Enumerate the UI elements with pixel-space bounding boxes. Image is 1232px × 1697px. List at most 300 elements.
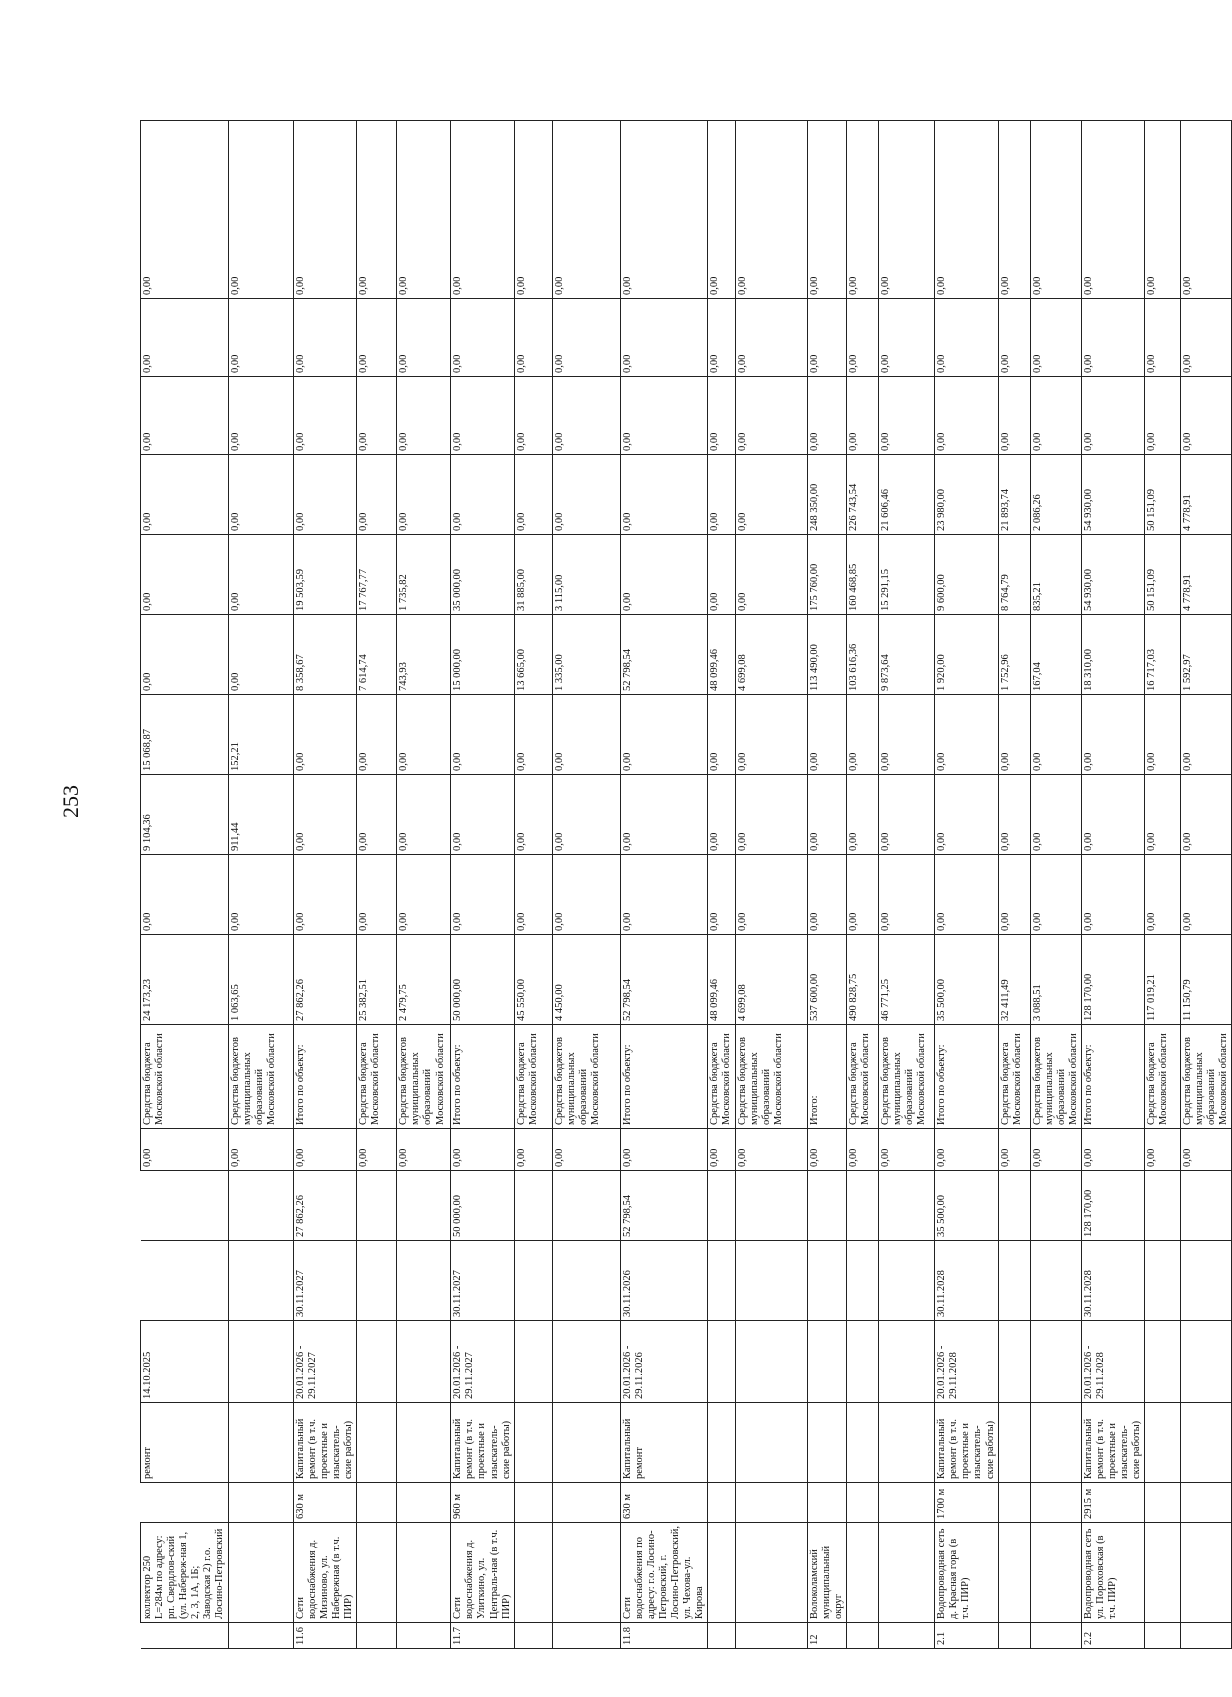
commission-date bbox=[552, 1241, 620, 1321]
amount-cell: 1 063,65 bbox=[229, 935, 294, 1025]
amount-cell: 0,00 bbox=[1030, 299, 1081, 377]
object-name bbox=[514, 1523, 552, 1623]
amount-cell: 0,00 bbox=[998, 121, 1030, 299]
object-name bbox=[708, 1523, 736, 1623]
amount-cell: 0,00 bbox=[879, 775, 935, 855]
row-number bbox=[736, 1623, 808, 1649]
amount-cell: 0,00 bbox=[1081, 299, 1144, 377]
amount-cell: 2 479,75 bbox=[397, 935, 451, 1025]
work-type bbox=[736, 1403, 808, 1483]
object-name bbox=[1145, 1523, 1181, 1623]
capacity bbox=[998, 1483, 1030, 1523]
commission-date bbox=[736, 1241, 808, 1321]
amount-cell: 117 019,21 bbox=[1145, 935, 1181, 1025]
amount-cell: 537 600,00 bbox=[808, 935, 847, 1025]
commission-date bbox=[847, 1241, 879, 1321]
amount-cell: 0,00 bbox=[141, 535, 229, 615]
capacity bbox=[847, 1483, 879, 1523]
amount-cell: 4 450,00 bbox=[552, 935, 620, 1025]
amount-cell: 0,00 bbox=[620, 535, 707, 615]
cost-limit: 27 862,26 bbox=[294, 1171, 357, 1241]
amount-cell: 0,00 bbox=[935, 299, 998, 377]
amount-cell: 0,00 bbox=[229, 615, 294, 695]
commission-date: 30.11.2028 bbox=[935, 1241, 998, 1321]
amount-cell: 0,00 bbox=[1181, 775, 1232, 855]
work-dates bbox=[552, 1321, 620, 1403]
work-dates bbox=[397, 1321, 451, 1403]
work-type bbox=[514, 1403, 552, 1483]
amount-cell: 0,00 bbox=[998, 377, 1030, 455]
table-row bbox=[935, 121, 998, 1649]
work-type bbox=[847, 1403, 879, 1483]
amount-cell: 0,00 bbox=[294, 775, 357, 855]
funding-source: Средства бюджетов муниципальных образований Московской области bbox=[397, 1025, 451, 1129]
amount-cell: 0,00 bbox=[1145, 855, 1181, 935]
amount-cell: 0,00 bbox=[736, 455, 808, 535]
amount-cell: 0,00 bbox=[708, 775, 736, 855]
amount-cell: 0,00 bbox=[847, 775, 879, 855]
amount-cell: 9 600,00 bbox=[935, 535, 998, 615]
amount-cell: 160 468,85 bbox=[847, 535, 879, 615]
amount-cell: 32 411,49 bbox=[998, 935, 1030, 1025]
amount-cell: 0,00 bbox=[879, 377, 935, 455]
commission-date: 30.11.2028 bbox=[1081, 1241, 1144, 1321]
cost-limit: 128 170,00 bbox=[1081, 1171, 1144, 1241]
amount-cell: 911,44 bbox=[229, 775, 294, 855]
funded-amount: 0,00 bbox=[1081, 1129, 1144, 1171]
amount-cell: 0,00 bbox=[935, 775, 998, 855]
amount-cell: 4 699,08 bbox=[736, 935, 808, 1025]
commission-date bbox=[808, 1241, 847, 1321]
cost-limit bbox=[808, 1171, 847, 1241]
object-name: Сети водоснабжения д. Мизиново, ул. Набережная (в т.ч. ПИР) bbox=[294, 1523, 357, 1623]
amount-cell: 0,00 bbox=[397, 377, 451, 455]
amount-cell: 167,04 bbox=[1030, 615, 1081, 695]
funding-source: Средства бюджета Московской области bbox=[998, 1025, 1030, 1129]
object-name bbox=[879, 1523, 935, 1623]
table-row bbox=[847, 121, 879, 1649]
table-row bbox=[357, 121, 397, 1649]
cost-limit bbox=[879, 1171, 935, 1241]
commission-date bbox=[1145, 1241, 1181, 1321]
table-row bbox=[514, 121, 552, 1649]
funding-source: Средства бюджета Московской области bbox=[708, 1025, 736, 1129]
table-row bbox=[294, 121, 357, 1649]
amount-cell: 0,00 bbox=[935, 855, 998, 935]
amount-cell: 175 760,00 bbox=[808, 535, 847, 615]
amount-cell: 0,00 bbox=[620, 775, 707, 855]
amount-cell: 7 614,74 bbox=[357, 615, 397, 695]
amount-cell: 0,00 bbox=[294, 377, 357, 455]
row-number: 2.2 bbox=[1081, 1623, 1144, 1649]
amount-cell: 0,00 bbox=[514, 855, 552, 935]
amount-cell: 0,00 bbox=[357, 455, 397, 535]
amount-cell: 0,00 bbox=[357, 855, 397, 935]
row-number bbox=[708, 1623, 736, 1649]
funded-amount: 0,00 bbox=[451, 1129, 514, 1171]
object-name bbox=[397, 1523, 451, 1623]
row-number bbox=[1030, 1623, 1081, 1649]
funding-source: Средства бюджета Московской области bbox=[847, 1025, 879, 1129]
amount-cell: 0,00 bbox=[708, 855, 736, 935]
amount-cell: 0,00 bbox=[736, 695, 808, 775]
amount-cell: 0,00 bbox=[935, 121, 998, 299]
amount-cell: 48 099,46 bbox=[708, 935, 736, 1025]
object-name: Водопроводная сеть ул. Пороховская (в т.ч. ПИР) bbox=[1081, 1523, 1144, 1623]
cost-limit bbox=[514, 1171, 552, 1241]
work-dates bbox=[1145, 1321, 1181, 1403]
funded-amount: 0,00 bbox=[808, 1129, 847, 1171]
object-name bbox=[229, 1523, 294, 1623]
funded-amount: 0,00 bbox=[620, 1129, 707, 1171]
amount-cell: 0,00 bbox=[141, 299, 229, 377]
amount-cell: 13 665,00 bbox=[514, 615, 552, 695]
work-type bbox=[552, 1403, 620, 1483]
row-number bbox=[847, 1623, 879, 1649]
amount-cell: 0,00 bbox=[552, 377, 620, 455]
amount-cell: 0,00 bbox=[998, 775, 1030, 855]
row-number bbox=[141, 1623, 229, 1649]
work-type bbox=[1030, 1403, 1081, 1483]
amount-cell: 0,00 bbox=[847, 121, 879, 299]
amount-cell: 0,00 bbox=[1030, 377, 1081, 455]
amount-cell: 128 170,00 bbox=[1081, 935, 1144, 1025]
amount-cell: 0,00 bbox=[935, 377, 998, 455]
work-dates bbox=[736, 1321, 808, 1403]
amount-cell: 17 767,77 bbox=[357, 535, 397, 615]
amount-cell: 0,00 bbox=[552, 121, 620, 299]
amount-cell: 0,00 bbox=[736, 121, 808, 299]
amount-cell: 0,00 bbox=[808, 377, 847, 455]
work-type: Капитальный ремонт (в т.ч. проектные и изыскатель-ские работы) bbox=[935, 1403, 998, 1483]
work-type: Капитальный ремонт (в т.ч. проектные и изыскатель-ские работы) bbox=[1081, 1403, 1144, 1483]
amount-cell: 1 920,00 bbox=[935, 615, 998, 695]
object-name bbox=[1030, 1523, 1081, 1623]
amount-cell: 21 606,46 bbox=[879, 455, 935, 535]
amount-cell: 0,00 bbox=[397, 121, 451, 299]
page-number: 253 bbox=[58, 785, 83, 818]
funding-source: Итого по объекту: bbox=[620, 1025, 707, 1129]
amount-cell: 0,00 bbox=[935, 695, 998, 775]
amount-cell: 0,00 bbox=[1081, 775, 1144, 855]
amount-cell: 0,00 bbox=[808, 775, 847, 855]
cost-limit: 50 000,00 bbox=[451, 1171, 514, 1241]
amount-cell: 0,00 bbox=[451, 377, 514, 455]
amount-cell: 50 151,09 bbox=[1145, 455, 1181, 535]
amount-cell: 0,00 bbox=[620, 695, 707, 775]
amount-cell: 0,00 bbox=[514, 377, 552, 455]
object-name: Волоколамский муниципальный округ bbox=[808, 1523, 847, 1623]
cost-limit bbox=[229, 1171, 294, 1241]
funded-amount: 0,00 bbox=[998, 1129, 1030, 1171]
amount-cell: 0,00 bbox=[1181, 855, 1232, 935]
capacity: 960 м bbox=[451, 1483, 514, 1523]
amount-cell: 0,00 bbox=[736, 535, 808, 615]
commission-date: 30.11.2027 bbox=[451, 1241, 514, 1321]
object-name bbox=[357, 1523, 397, 1623]
cost-limit bbox=[998, 1171, 1030, 1241]
funded-amount: 0,00 bbox=[847, 1129, 879, 1171]
amount-cell: 0,00 bbox=[708, 121, 736, 299]
object-name bbox=[552, 1523, 620, 1623]
work-dates bbox=[879, 1321, 935, 1403]
amount-cell: 0,00 bbox=[141, 121, 229, 299]
amount-cell: 0,00 bbox=[514, 695, 552, 775]
cost-limit bbox=[141, 1171, 229, 1241]
cost-limit bbox=[708, 1171, 736, 1241]
amount-cell: 15 068,87 bbox=[141, 695, 229, 775]
cost-limit: 35 500,00 bbox=[935, 1171, 998, 1241]
amount-cell: 490 828,75 bbox=[847, 935, 879, 1025]
amount-cell: 0,00 bbox=[736, 377, 808, 455]
work-dates bbox=[229, 1321, 294, 1403]
amount-cell: 0,00 bbox=[620, 377, 707, 455]
amount-cell: 0,00 bbox=[1145, 695, 1181, 775]
amount-cell: 0,00 bbox=[708, 695, 736, 775]
amount-cell: 226 743,54 bbox=[847, 455, 879, 535]
amount-cell: 0,00 bbox=[451, 855, 514, 935]
amount-cell: 0,00 bbox=[1181, 299, 1232, 377]
funding-source: Итого по объекту: bbox=[935, 1025, 998, 1129]
funded-amount: 0,00 bbox=[552, 1129, 620, 1171]
amount-cell: 0,00 bbox=[1081, 121, 1144, 299]
amount-cell: 0,00 bbox=[1081, 855, 1144, 935]
funded-amount: 0,00 bbox=[141, 1129, 229, 1171]
amount-cell: 1 752,96 bbox=[998, 615, 1030, 695]
work-type: ремонт bbox=[141, 1403, 229, 1483]
table-row bbox=[552, 121, 620, 1649]
funded-amount: 0,00 bbox=[935, 1129, 998, 1171]
amount-cell: 0,00 bbox=[552, 775, 620, 855]
object-name bbox=[736, 1523, 808, 1623]
capacity bbox=[552, 1483, 620, 1523]
amount-cell: 0,00 bbox=[357, 121, 397, 299]
work-type: Капитальный ремонт (в т.ч. проектные и изыскатель-ские работы) bbox=[451, 1403, 514, 1483]
amount-cell: 35 500,00 bbox=[935, 935, 998, 1025]
funded-amount: 0,00 bbox=[514, 1129, 552, 1171]
object-name: Сети водоснабжения по адресу: г.о. Лосино-Петровский, г. Лосино-Петровский, ул. Чехова-ул. Кирова bbox=[620, 1523, 707, 1623]
amount-cell: 835,21 bbox=[1030, 535, 1081, 615]
amount-cell: 113 490,00 bbox=[808, 615, 847, 695]
commission-date bbox=[357, 1241, 397, 1321]
table-row bbox=[1145, 121, 1181, 1649]
funding-source: Итого по объекту: bbox=[294, 1025, 357, 1129]
budget-table bbox=[140, 120, 1232, 1649]
amount-cell: 0,00 bbox=[397, 299, 451, 377]
table-row bbox=[1081, 121, 1144, 1649]
cost-limit bbox=[1030, 1171, 1081, 1241]
object-name bbox=[998, 1523, 1030, 1623]
funding-source: Средства бюджета Московской области bbox=[514, 1025, 552, 1129]
amount-cell: 8 764,79 bbox=[998, 535, 1030, 615]
amount-cell: 0,00 bbox=[708, 455, 736, 535]
amount-cell: 0,00 bbox=[1145, 377, 1181, 455]
amount-cell: 0,00 bbox=[514, 121, 552, 299]
work-dates bbox=[808, 1321, 847, 1403]
amount-cell: 16 717,03 bbox=[1145, 615, 1181, 695]
commission-date bbox=[1030, 1241, 1081, 1321]
amount-cell: 0,00 bbox=[397, 775, 451, 855]
amount-cell: 0,00 bbox=[879, 855, 935, 935]
funding-source: Итого по объекту: bbox=[1081, 1025, 1144, 1129]
table-row bbox=[397, 121, 451, 1649]
amount-cell: 8 358,67 bbox=[294, 615, 357, 695]
amount-cell: 45 550,00 bbox=[514, 935, 552, 1025]
funding-source: Средства бюджетов муниципальных образований Московской области bbox=[1181, 1025, 1232, 1129]
cost-limit bbox=[397, 1171, 451, 1241]
table-row bbox=[451, 121, 514, 1649]
amount-cell: 0,00 bbox=[1181, 695, 1232, 775]
amount-cell: 0,00 bbox=[357, 377, 397, 455]
amount-cell: 52 798,54 bbox=[620, 615, 707, 695]
amount-cell: 0,00 bbox=[808, 855, 847, 935]
table-row bbox=[808, 121, 847, 1649]
work-dates bbox=[847, 1321, 879, 1403]
amount-cell: 0,00 bbox=[1145, 299, 1181, 377]
work-dates: 20.01.2026 - 29.11.2027 bbox=[451, 1321, 514, 1403]
funded-amount: 0,00 bbox=[708, 1129, 736, 1171]
amount-cell: 0,00 bbox=[736, 775, 808, 855]
amount-cell: 46 771,25 bbox=[879, 935, 935, 1025]
amount-cell: 0,00 bbox=[397, 855, 451, 935]
work-dates bbox=[1181, 1321, 1232, 1403]
object-name: Водопроводная сеть д. Красная гора (в т.ч. ПИР) bbox=[935, 1523, 998, 1623]
amount-cell: 2 086,26 bbox=[1030, 455, 1081, 535]
work-dates: 14.10.2025 bbox=[141, 1321, 229, 1403]
amount-cell: 0,00 bbox=[294, 695, 357, 775]
row-number bbox=[998, 1623, 1030, 1649]
amount-cell: 0,00 bbox=[1181, 377, 1232, 455]
funded-amount: 0,00 bbox=[1181, 1129, 1232, 1171]
capacity bbox=[1181, 1483, 1232, 1523]
amount-cell: 0,00 bbox=[1145, 121, 1181, 299]
amount-cell: 35 000,00 bbox=[451, 535, 514, 615]
amount-cell: 25 382,51 bbox=[357, 935, 397, 1025]
amount-cell: 15 291,15 bbox=[879, 535, 935, 615]
amount-cell: 0,00 bbox=[708, 535, 736, 615]
amount-cell: 1 735,82 bbox=[397, 535, 451, 615]
amount-cell: 0,00 bbox=[847, 695, 879, 775]
funded-amount: 0,00 bbox=[229, 1129, 294, 1171]
table-row bbox=[1030, 121, 1081, 1649]
work-dates: 20.01.2026 - 29.11.2028 bbox=[935, 1321, 998, 1403]
work-type bbox=[1145, 1403, 1181, 1483]
amount-cell: 27 862,26 bbox=[294, 935, 357, 1025]
amount-cell: 0,00 bbox=[229, 455, 294, 535]
amount-cell: 0,00 bbox=[620, 855, 707, 935]
amount-cell: 0,00 bbox=[514, 299, 552, 377]
amount-cell: 0,00 bbox=[620, 455, 707, 535]
amount-cell: 50 000,00 bbox=[451, 935, 514, 1025]
funded-amount: 0,00 bbox=[1145, 1129, 1181, 1171]
amount-cell: 11 150,79 bbox=[1181, 935, 1232, 1025]
funded-amount: 0,00 bbox=[397, 1129, 451, 1171]
funding-source: Итого: bbox=[808, 1025, 847, 1129]
budget-table-sheet bbox=[140, 120, 1230, 1649]
row-number bbox=[879, 1623, 935, 1649]
amount-cell: 0,00 bbox=[141, 615, 229, 695]
amount-cell: 0,00 bbox=[1030, 855, 1081, 935]
funded-amount: 0,00 bbox=[879, 1129, 935, 1171]
amount-cell: 0,00 bbox=[294, 121, 357, 299]
row-number: 11.6 bbox=[294, 1623, 357, 1649]
amount-cell: 52 798,54 bbox=[620, 935, 707, 1025]
commission-date: 30.11.2027 bbox=[294, 1241, 357, 1321]
capacity bbox=[808, 1483, 847, 1523]
amount-cell: 1 592,97 bbox=[1181, 615, 1232, 695]
amount-cell: 0,00 bbox=[808, 299, 847, 377]
capacity bbox=[397, 1483, 451, 1523]
table-row bbox=[1181, 121, 1232, 1649]
table-row bbox=[708, 121, 736, 1649]
amount-cell: 18 310,00 bbox=[1081, 615, 1144, 695]
amount-cell: 0,00 bbox=[451, 695, 514, 775]
amount-cell: 0,00 bbox=[357, 695, 397, 775]
object-name: Сети водоснабжения д. Улиткино, ул. Централь-ная (в т.ч. ПИР) bbox=[451, 1523, 514, 1623]
amount-cell: 0,00 bbox=[847, 377, 879, 455]
cost-limit: 52 798,54 bbox=[620, 1171, 707, 1241]
amount-cell: 9 104,36 bbox=[141, 775, 229, 855]
amount-cell: 4 778,91 bbox=[1181, 535, 1232, 615]
table-row bbox=[998, 121, 1030, 1649]
amount-cell: 48 099,46 bbox=[708, 615, 736, 695]
capacity bbox=[357, 1483, 397, 1523]
commission-date bbox=[708, 1241, 736, 1321]
capacity: 2915 м bbox=[1081, 1483, 1144, 1523]
amount-cell: 0,00 bbox=[1030, 775, 1081, 855]
amount-cell: 0,00 bbox=[552, 695, 620, 775]
commission-date bbox=[229, 1241, 294, 1321]
amount-cell: 4 699,08 bbox=[736, 615, 808, 695]
work-type bbox=[808, 1403, 847, 1483]
amount-cell: 50 151,09 bbox=[1145, 535, 1181, 615]
amount-cell: 0,00 bbox=[998, 695, 1030, 775]
commission-date bbox=[141, 1241, 229, 1321]
row-number: 11.8 bbox=[620, 1623, 707, 1649]
row-number: 11.7 bbox=[451, 1623, 514, 1649]
capacity bbox=[708, 1483, 736, 1523]
work-type: Капитальный ремонт (в т.ч. проектные и изыскатель-ские работы) bbox=[294, 1403, 357, 1483]
amount-cell: 0,00 bbox=[294, 455, 357, 535]
amount-cell: 0,00 bbox=[451, 121, 514, 299]
amount-cell: 23 980,00 bbox=[935, 455, 998, 535]
amount-cell: 0,00 bbox=[397, 695, 451, 775]
work-type bbox=[397, 1403, 451, 1483]
amount-cell: 0,00 bbox=[708, 377, 736, 455]
capacity bbox=[736, 1483, 808, 1523]
work-type bbox=[1181, 1403, 1232, 1483]
commission-date bbox=[514, 1241, 552, 1321]
object-name bbox=[847, 1523, 879, 1623]
cost-limit bbox=[847, 1171, 879, 1241]
amount-cell: 0,00 bbox=[1181, 121, 1232, 299]
amount-cell: 0,00 bbox=[879, 121, 935, 299]
amount-cell: 0,00 bbox=[552, 855, 620, 935]
amount-cell: 0,00 bbox=[451, 299, 514, 377]
amount-cell: 0,00 bbox=[1081, 695, 1144, 775]
amount-cell: 0,00 bbox=[294, 299, 357, 377]
amount-cell: 0,00 bbox=[141, 455, 229, 535]
funding-source: Средства бюджетов муниципальных образований Московской области bbox=[229, 1025, 294, 1129]
work-dates bbox=[514, 1321, 552, 1403]
amount-cell: 152,21 bbox=[229, 695, 294, 775]
amount-cell: 15 000,00 bbox=[451, 615, 514, 695]
funding-source: Средства бюджета Московской области bbox=[141, 1025, 229, 1129]
amount-cell: 0,00 bbox=[879, 695, 935, 775]
amount-cell: 0,00 bbox=[357, 775, 397, 855]
cost-limit bbox=[1145, 1171, 1181, 1241]
capacity bbox=[879, 1483, 935, 1523]
